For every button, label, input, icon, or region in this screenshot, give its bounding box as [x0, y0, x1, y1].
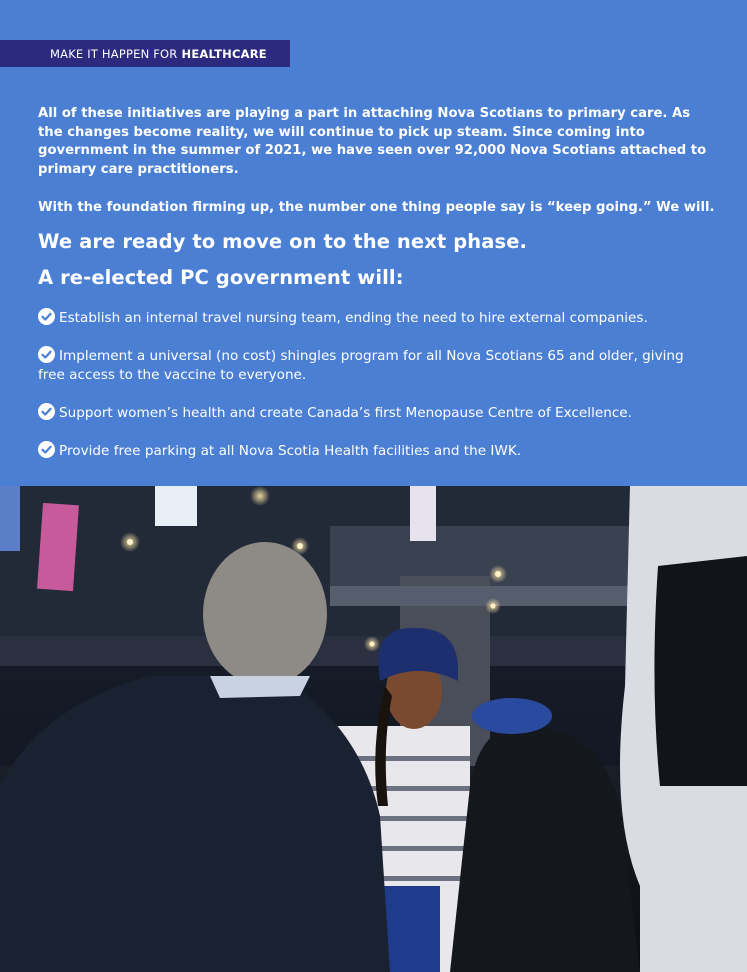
campaign-photo [0, 486, 747, 972]
heading-government-will: A re-elected PC government will: [38, 266, 404, 289]
banner-prefix: MAKE IT HAPPEN FOR [50, 46, 178, 61]
check-circle-icon [38, 441, 55, 458]
check-circle-icon [38, 403, 55, 420]
list-item [38, 308, 698, 328]
commitment-text: Implement a universal (no cost) shingles program for all Nova Scotians 65 and older, giving free access to the vaccine to everyone. [38, 348, 684, 383]
commitment-text: Support women’s health and create Canada’s first Menopause Centre of Excellence. [59, 404, 632, 421]
section-banner [0, 40, 290, 67]
banner-emphasis: HEALTHCARE [181, 46, 267, 61]
heading-next-phase: We are ready to move on to the next phase. [38, 230, 528, 253]
list-item [38, 441, 698, 461]
list-item [38, 403, 698, 423]
intro-paragraph-2: With the foundation firming up, the number one thing people say is “keep going.” We will. [38, 199, 715, 215]
intro-text [38, 105, 718, 218]
commitment-text: Provide free parking at all Nova Scotia Health facilities and the IWK. [59, 442, 522, 459]
commitment-list [38, 308, 698, 479]
check-circle-icon [38, 346, 55, 363]
list-item [38, 346, 698, 384]
intro-paragraph-1: All of these initiatives are playing a part in attaching Nova Scotians to primary care. As the changes become reality, we will continue to pick up steam. Since coming into government in the summer of 2021, we have seen over 92,000 Nova Scotians attached to primary care practitioners. [38, 106, 707, 178]
check-circle-icon [38, 308, 55, 325]
commitment-text: Establish an internal travel nursing team, ending the need to hire external companies. [59, 310, 648, 326]
